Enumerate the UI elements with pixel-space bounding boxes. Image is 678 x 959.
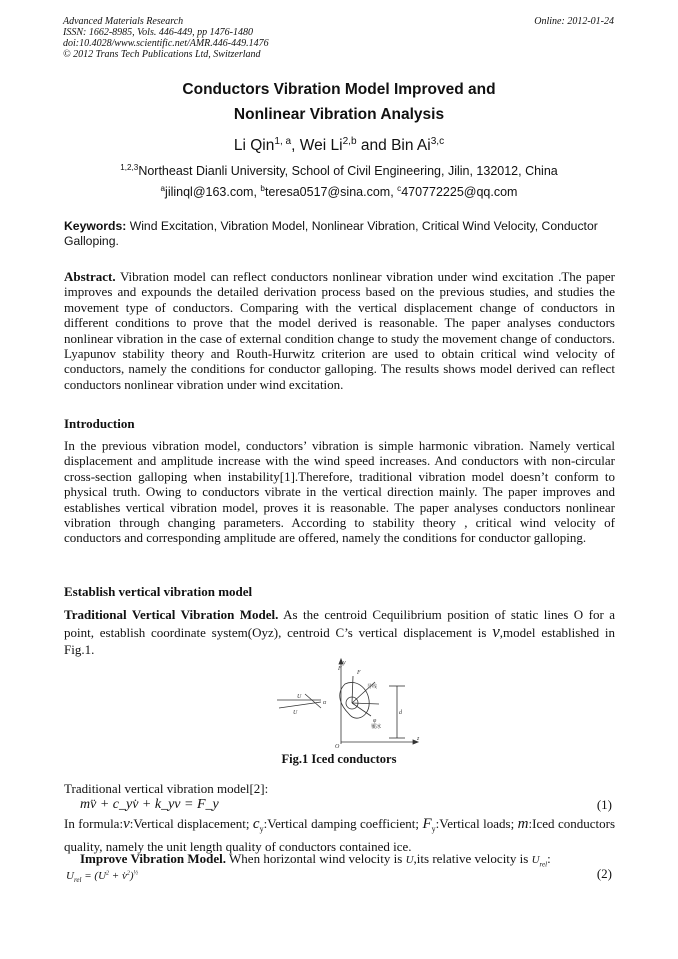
variable-desc: :Iced conductors quality, namely the unit length quality of conductors contained ice. (64, 816, 616, 854)
online-date: Online: 2012-01-24 (534, 16, 614, 27)
variable-desc: :Vertical loads; (435, 816, 518, 831)
equation-1-text: mv̈ + c_yv̇ + k_yv = F_y (80, 797, 219, 812)
variable-urel: U (531, 854, 540, 866)
paper-title-line2: Nonlinear Vibration Analysis (233, 106, 445, 123)
angle-phi-label: φ (373, 718, 377, 724)
introduction-text: In the previous vibration model, conductors’ vibration is simple harmonic vibration. Namely vertical displacement and amplitude increase with the wind speed increases. And conductors with non-circular cross-section galloping when instability[1].Therefore, traditional vibration model doesn’t conform to physical truth. Owing to conductors vibrate in the vertical direction mainly. The paper improves and establishes vertical vibration model, proves it is reasonable. The paper analyses conductors nonlinear vibration through changing parameters. According to stability theory , critical wind velocity of conductors and corresponding amplitude are offered, namely the conditions for conductor galloping. (64, 438, 615, 546)
affil-text: Northeast Dianli University, School of Civil Engineering, Jilin, 132012, China (138, 164, 558, 178)
traditional-model-paragraph (64, 606, 615, 658)
wind-urel-label: U (293, 710, 298, 716)
subsection-label: Improve Vibration Model. (80, 851, 227, 866)
subsection-text: ,model established in Fig.1. (64, 625, 615, 657)
subsection-text: When horizontal wind velocity is (226, 851, 406, 866)
force-f-label: F (338, 666, 342, 672)
iced-conductor-figure (275, 656, 425, 750)
author-affil-mark: 1, a (274, 135, 292, 147)
author-name: Li Qin (233, 137, 275, 154)
email-link[interactable]: teresa0517@sina.com, (264, 185, 398, 199)
email-list (0, 185, 678, 199)
keywords-text: Wind Excitation, Vibration Model, Nonlinear Vibration, Critical Wind Velocity, Conductor Galloping. (64, 219, 598, 248)
abstract (64, 269, 615, 392)
dimension-d-label: d (399, 710, 402, 716)
subsection-text: As the centroid Cequilibrium position of static lines O for a point, establish coordinate system(Oyz), centroid C’s vertical displacement is (64, 607, 615, 640)
variable-u: U (405, 854, 414, 866)
variable-v: v (492, 622, 500, 641)
wind-u-label: U (297, 694, 302, 700)
author-separator: and (356, 137, 392, 154)
journal-name: Advanced Materials Research (63, 16, 184, 27)
affil-mark: 1,2,3 (120, 162, 139, 172)
variable-v: v (123, 816, 130, 832)
angle-alpha-label: α (323, 700, 327, 706)
abstract-label: Abstract. (64, 269, 116, 284)
email-link[interactable]: 470772225@qq.com (401, 185, 518, 199)
figure-caption: Fig.1 Iced conductors (281, 752, 397, 766)
force-f-label: F (357, 670, 361, 676)
variable-definitions (64, 815, 615, 855)
keywords (64, 219, 615, 249)
formula-label: In formula: (64, 816, 124, 831)
journal-doi: doi:10.4028/www.scientific.net/AMR.446-449.1476 (63, 38, 269, 49)
email-mark: a (160, 183, 166, 193)
abstract-text: Vibration model can reflect conductors nonlinear vibration under wind excitation .The paper improves and expounds the detailed derivation process based on the previous studies, and studies the movement type of conductors. Comparing with the vertical displacement change of conductors in different conditions to prove that the model derived is reasonable. The paper analyses conductors nonlinear vibration in the case of external condition change to study the movement change of conductors. Lyapunov stability theory and Routh-Hurwitz criterion are used to obtain critical wind velocity of conductors, namely the conditions for conductor galloping. The results shows model derived can reflect conductors nonlinear vibration under wind excitation. (64, 269, 615, 392)
email-mark: b (260, 183, 265, 193)
origin-label: O (335, 744, 340, 750)
author-name: Bin Ai (391, 137, 431, 154)
author-affil-mark: 3,c (430, 135, 445, 147)
paper-title-line1: Conductors Vibration Model Improved and (182, 81, 496, 98)
equation-2-number: (2) (596, 866, 612, 881)
axis-y-label: y (343, 660, 346, 666)
keywords-label: Keywords: (64, 219, 127, 233)
affiliation (0, 164, 678, 178)
author-list (0, 137, 678, 155)
journal-header (63, 16, 269, 60)
subsection-label: Traditional Vertical Vibration Model. (64, 607, 279, 622)
journal-issn: ISSN: 1662-8985, Vols. 446-449, pp 1476-1480 (63, 27, 253, 38)
variable-subscript: rel (539, 860, 548, 869)
variable-desc: :Vertical damping coefficient; (263, 816, 423, 831)
variable-f: F (422, 816, 432, 832)
model-intro: Traditional vertical vibration model[2]: (64, 781, 269, 796)
author-name: Wei Li (299, 137, 343, 154)
axis-z-label: z (417, 736, 420, 742)
subsection-text: : (547, 851, 551, 866)
journal-copyright: © 2012 Trans Tech Publications Ltd, Switzerland (63, 49, 261, 60)
equation-1-number: (1) (596, 797, 612, 812)
email-link[interactable]: jilinql@163.com, (165, 185, 261, 199)
section-heading-model: Establish vertical vibration model (64, 584, 253, 599)
variable-m: m (517, 816, 529, 832)
variable-c: c (252, 816, 260, 832)
equation-1 (80, 797, 219, 813)
variable-desc: :Vertical displacement; (129, 816, 253, 831)
section-heading-introduction: Introduction (64, 416, 135, 431)
equation-2: $U_{rel} = (U^2$ + v̇$^2$)$^{\frac{1}{2}}$ (66, 870, 138, 885)
variable-subscript: y (259, 824, 264, 834)
conductor-label: 导线 (367, 685, 378, 690)
improve-model-paragraph (80, 851, 615, 873)
author-separator: , (291, 137, 300, 154)
ice-label: 覆冰 (371, 725, 382, 730)
variable-subscript: y (431, 824, 436, 834)
author-affil-mark: 2,b (342, 135, 357, 147)
email-mark: c (397, 183, 402, 193)
subsection-text: ,its relative velocity is (413, 851, 532, 866)
